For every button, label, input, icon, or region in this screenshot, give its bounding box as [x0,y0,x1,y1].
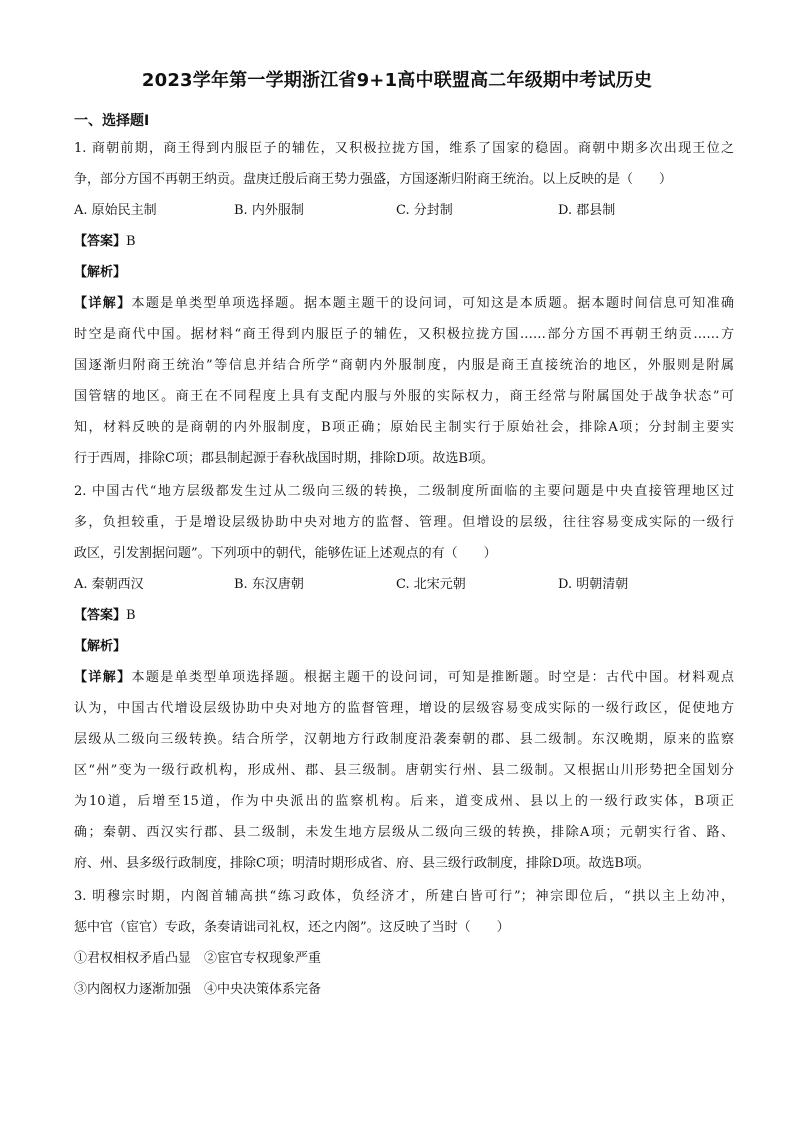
analysis-label: 【解析】 [74,265,127,280]
q3-choice-line: ③内阁权力逐渐加强 ④中央决策体系完备 [74,982,322,997]
q1-option-d: D. 郡县制 [558,203,616,218]
q1-detail-line: 时空是商代中国。据材料“商王得到内服臣子的辅佐，又积极拉拢方国……部分方国不再朝王纳贡……方 [74,327,734,342]
q1-answer-value: B [126,234,136,249]
q1-stem-line: 1. 商朝前期，商王得到内服臣子的辅佐，又积极拉拢方国，维系了国家的稳固。商朝中期多次出现王位之 [74,141,734,156]
answer-label: 【答案】 [74,608,127,623]
q2-option-c: C. 北宋元朝 [396,577,466,592]
q1-detail-line: 行于西周，排除C项；郡县制起源于春秋战国时期，排除D项。故选B项。 [74,451,494,466]
q1-detail-line: 国管辖的地区。商王在不同程度上具有支配内服与外服的实际权力，商王经常与附属国处于战争状态”可 [74,389,734,404]
q2-detail-line: 区“州”变为一级行政机构，形成州、郡、县三级制。唐朝实行州、县二级制。又根据山川形势把全国划分 [74,763,734,778]
q2-detail-line [74,667,734,689]
q1-analysis-label [74,262,734,284]
q2-detail-line: 府、州、县多级行政制度，排除C项；明清时期形成省、府、县三级行政制度，排除D项。故选B项。 [74,856,650,871]
q2-detail-line: 认为，中国古代增设层级协助中央对地方的监督管理，增设的层级容易变成实际的一级行政区，促使地方 [74,701,734,716]
section-heading: 一、选择题Ⅰ [74,113,150,129]
q1-detail-line: 国逐渐归附商王统治”等信息并结合所学“商朝内外服制度，内服是商王直接统治的地区，外服则是附属 [74,358,734,373]
q1-option-a: A. 原始民主制 [74,203,157,218]
q1-detail-text: 本题是单类型单项选择题。据本题主题干的设问词，可知这是本质题。据本题时间信息可知准确 [131,296,734,311]
q1-detail-line: 知，材料反映的是商朝的内外服制度，B项正确；原始民主制实行于原始社会，排除A项；分封制主要实 [74,420,734,435]
detail-label: 【详解】 [74,670,132,685]
q2-answer-line [74,605,734,627]
q2-answer-value: B [126,608,136,623]
q1-detail-line [74,293,734,315]
q2-option-b: B. 东汉唐朝 [234,577,304,592]
q3-stem-line: 惩中官（宦官）专政，条奏请诎司礼权，还之内阁”。这反映了当时（ ） [74,920,510,935]
q2-analysis-label [74,636,734,658]
q1-option-b: B. 内外服制 [234,203,304,218]
q1-option-c: C. 分封制 [396,203,453,218]
analysis-label: 【解析】 [74,639,127,654]
q2-option-a: A. 秦朝西汉 [74,577,144,592]
q1-stem-line: 争，部分方国不再朝王纳贡。盘庚迁殷后商王势力强盛，方国逐渐归附商王统治。以上反映的是（ ） [74,172,673,187]
q2-stem-line: 政区，引发割据问题”。下列项中的朝代，能够佐证上述观点的有（ ） [74,546,497,561]
q1-answer-line [74,231,734,253]
q2-detail-text: 本题是单类型单项选择题。根据主题干的设问词，可知是推断题。时空是：古代中国。材料观点 [131,670,734,685]
q3-choice-line: ①君权相权矛盾凸显 ②宦官专权现象严重 [74,951,322,966]
q2-stem-line: 多，负担较重，于是增设层级协助中央对地方的监督、管理。但增设的层级，往往容易变成实际的一级行 [74,515,734,530]
q2-stem-line: 2. 中国古代“地方层级都发生过从二级向三级的转换，二级制度所面临的主要问题是中央直接管理地区过 [74,484,734,499]
answer-label: 【答案】 [74,234,127,249]
q2-detail-line: 确；秦朝、西汉实行郡、县二级制，未发生地方层级从二级向三级的转换，排除A项；元朝实行省、路、 [74,825,734,840]
q2-option-d: D. 明朝清朝 [558,577,629,592]
page-title: 2023学年第一学期浙江省9+1高中联盟高二年级期中考试历史 [141,70,653,91]
q2-detail-line: 层级从二级向三级转换。结合所学，汉朝地方行政制度沿袭秦朝的郡、县二级制。东汉晚期，原来的监察 [74,732,734,747]
detail-label: 【详解】 [74,296,132,311]
q2-detail-line: 为10道，后增至15道，作为中央派出的监察机构。后来，道变成州、县以上的一级行政实体，B项正 [74,794,734,809]
q3-stem-line: 3. 明穆宗时期，内阁首辅高拱“练习政体，负经济才，所建白皆可行”；神宗即位后，“拱以主上幼冲， [74,889,734,904]
